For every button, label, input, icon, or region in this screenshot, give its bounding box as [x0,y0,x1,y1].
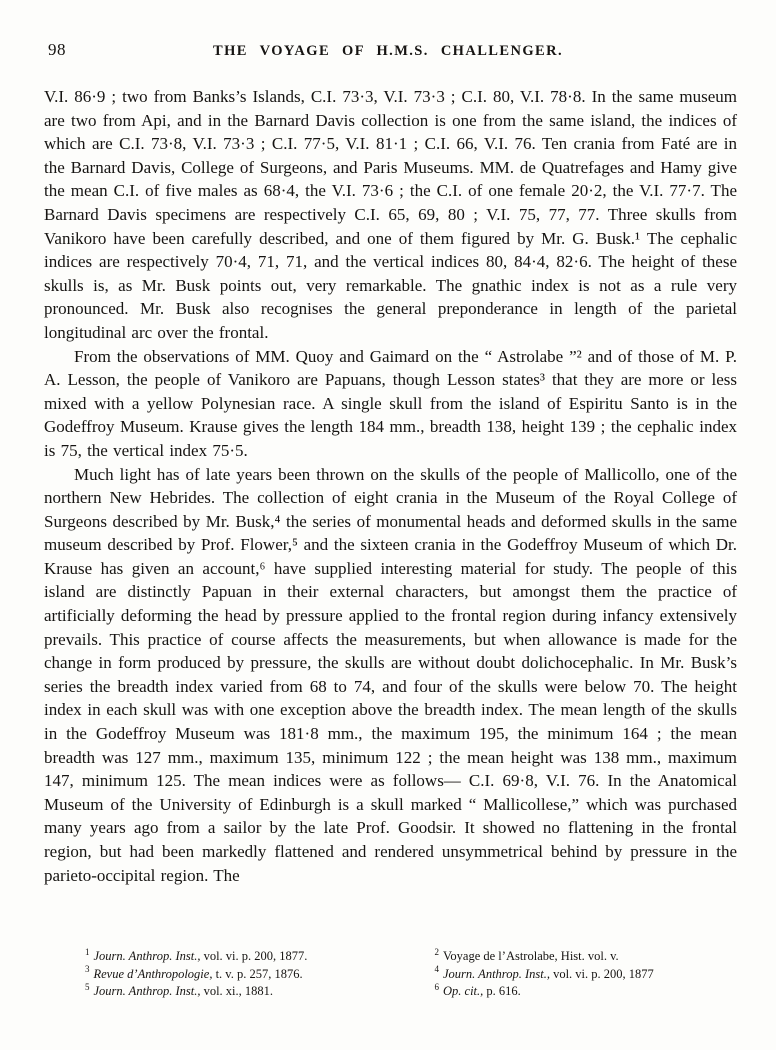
footnotes-right-column [391,948,738,1001]
footnote-3 [85,966,391,984]
footnote-marker: 2 [434,946,439,957]
footnote-detail: Voyage de l’Astrolabe, Hist. vol. v. [443,949,619,963]
footnote-source: Op. cit., [443,984,484,998]
paragraph-1: V.I. 86·9 ; two from Banks’s Islands, C.I. 73·3, V.I. 73·3 ; C.I. 80, V.I. 78·8. In the same museum are two from Api, and in the Barnard Davis collection is one from the same island, the indices of which are C.I. 73·8, V.I. 73·3 ; C.I. 77·5, V.I. 81·1 ; C.I. 66, V.I. 76. Ten crania from Faté are in the Barnard Davis, College of Surgeons, and Paris Museums. MM. de Quatrefages and Hamy give the mean C.I. of five males as 68·4, the V.I. 73·6 ; the C.I. of one female 20·2, the V.I. 77·7. The Barnard Davis specimens are respectively C.I. 65, 69, 80 ; V.I. 75, 77, 77. Three skulls from Vanikoro have been carefully described, and one of them figured by Mr. G. Busk.¹ The cephalic indices are respectively 70·4, 71, 71, and the vertical indices 80, 84·4, 82·6. The height of these skulls is, as Mr. Busk points out, very remarkable. The gnathic index is not as a rule very pronounced. Mr. Busk also recognises the general preponderance in length of the parietal longitudinal arc over the frontal. [44,87,737,342]
footnotes [44,948,737,1001]
footnote-1 [85,948,391,966]
footnote-detail: vol. vi. p. 200, 1877 [549,966,654,981]
footnote-source: Revue d’Anthropologie, [93,966,213,981]
footnote-marker: 5 [85,981,90,992]
footnote-detail: t. v. p. 257, 1876. [212,966,303,981]
footnote-marker: 4 [434,964,439,975]
footnote-marker: 3 [85,964,90,975]
footnote-4 [435,966,738,984]
footnote-detail: vol. xi., 1881. [200,984,274,998]
footnote-marker: 6 [434,981,439,992]
paragraph-3: Much light has of late years been thrown on the skulls of the people of Mallicollo, one of the northern New Hebrides. The collection of eight crania in the Museum of the Royal College of Surgeons described by Mr. Busk,⁴ the series of monumental heads and deformed skulls in the same museum described by Prof. Flower,⁵ and the sixteen crania in the Godeffroy Museum of which Dr. Krause has given an account,⁶ have supplied interesting material for study. The people of this island are distinctly Papuan in their external characters, but amongst them the practice of artificially deforming the head by pressure applied to the frontal region during infancy extensively prevails. This practice of course affects the measurements, but when allowance is made for the change in form produced by pressure, the skulls are without doubt dolichocephalic. In Mr. Busk’s series the breadth index varied from 68 to 74, and four of the skulls were below 70. The height index in each skull was with one exception above the breadth index. The mean length of the skulls in the Godeffroy Museum was 181·8 mm., the maximum 195, the minimum 164 ; the mean breadth was 127 mm., maximum 135, minimum 122 ; the mean height was 138 mm., maximum 147, minimum 125. The mean indices were as follows— C.I. 69·8, V.I. 76. In the Anatomical Museum of the University of Edinburgh is a skull marked “ Mallicollese,” which was purchased many years ago from a sailor by the late Prof. Goodsir. It showed no flattening in the frontal region, but had been markedly flattened and rendered unsymmetrical behind by pressure in the parieto-occipital region. The [44,464,737,885]
footnote-detail: p. 616. [483,984,521,998]
page-number: 98 [48,40,66,59]
footnote-6 [435,983,738,1001]
footnote-2 [435,948,738,966]
footnotes-left-column [44,948,391,1001]
body-text [44,85,737,887]
footnote-source: Journ. Anthrop. Inst., [443,966,550,981]
footnote-detail: vol. vi. p. 200, 1877. [200,949,308,963]
footnote-5 [85,983,391,1001]
footnote-marker: 1 [85,946,90,957]
footnote-source: Journ. Anthrop. Inst., [93,949,201,963]
footnote-source: Journ. Anthrop. Inst., [93,984,201,998]
running-title: THE VOYAGE OF H.M.S. CHALLENGER. [213,43,563,59]
paragraph-2: From the observations of MM. Quoy and Gaimard on the “ Astrolabe ”² and of those of M. P. A. Lesson, the people of Vanikoro are Papuans, though Lesson states³ that they are more or less mixed with a yellow Polynesian race. A single skull from the island of Espiritu Santo is in the Godeffroy Museum. Krause gives the length 184 mm., breadth 138, height 139 ; the cephalic index is 75, the vertical index 75·5. [44,346,737,460]
